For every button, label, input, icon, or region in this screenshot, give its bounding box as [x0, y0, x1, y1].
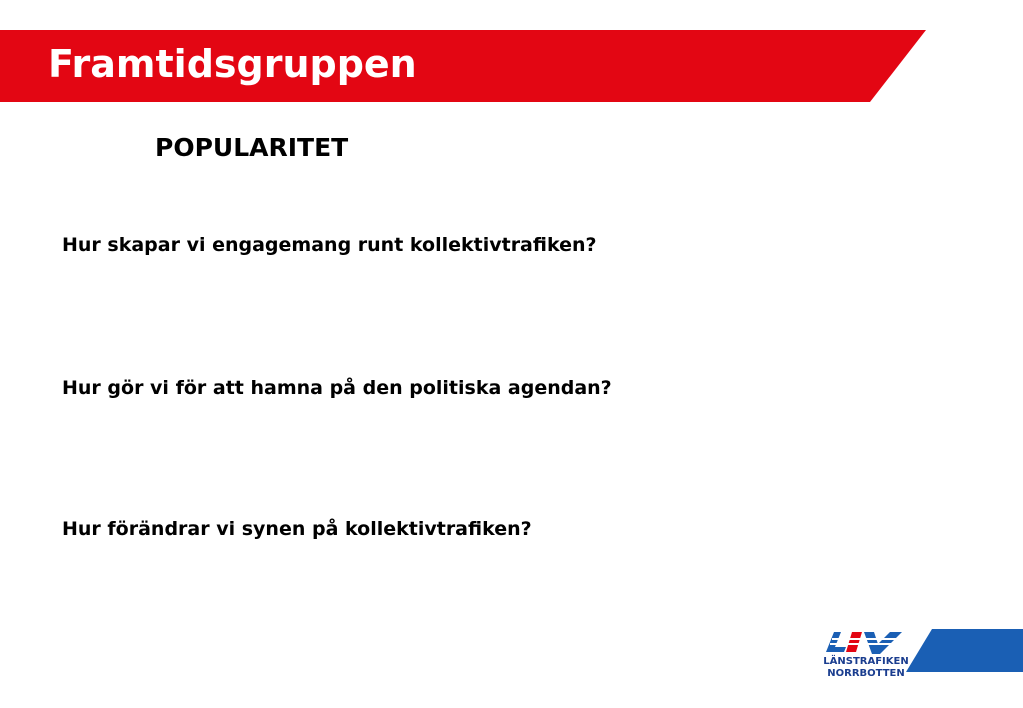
section-heading: POPULARITET	[155, 133, 349, 162]
slide-title: Framtidsgruppen	[48, 42, 417, 86]
lanstrafiken-logo	[812, 626, 1023, 708]
logo-text-line2: NORRBOTTEN	[827, 668, 905, 679]
logo-text-line1: LÄNSTRAFIKEN	[823, 656, 909, 667]
question-item: Hur gör vi för att hamna på den politiska agendan?	[62, 377, 612, 399]
question-item: Hur förändrar vi synen på kollektivtrafiken?	[62, 518, 532, 540]
question-item: Hur skapar vi engagemang runt kollektivtrafiken?	[62, 234, 597, 256]
